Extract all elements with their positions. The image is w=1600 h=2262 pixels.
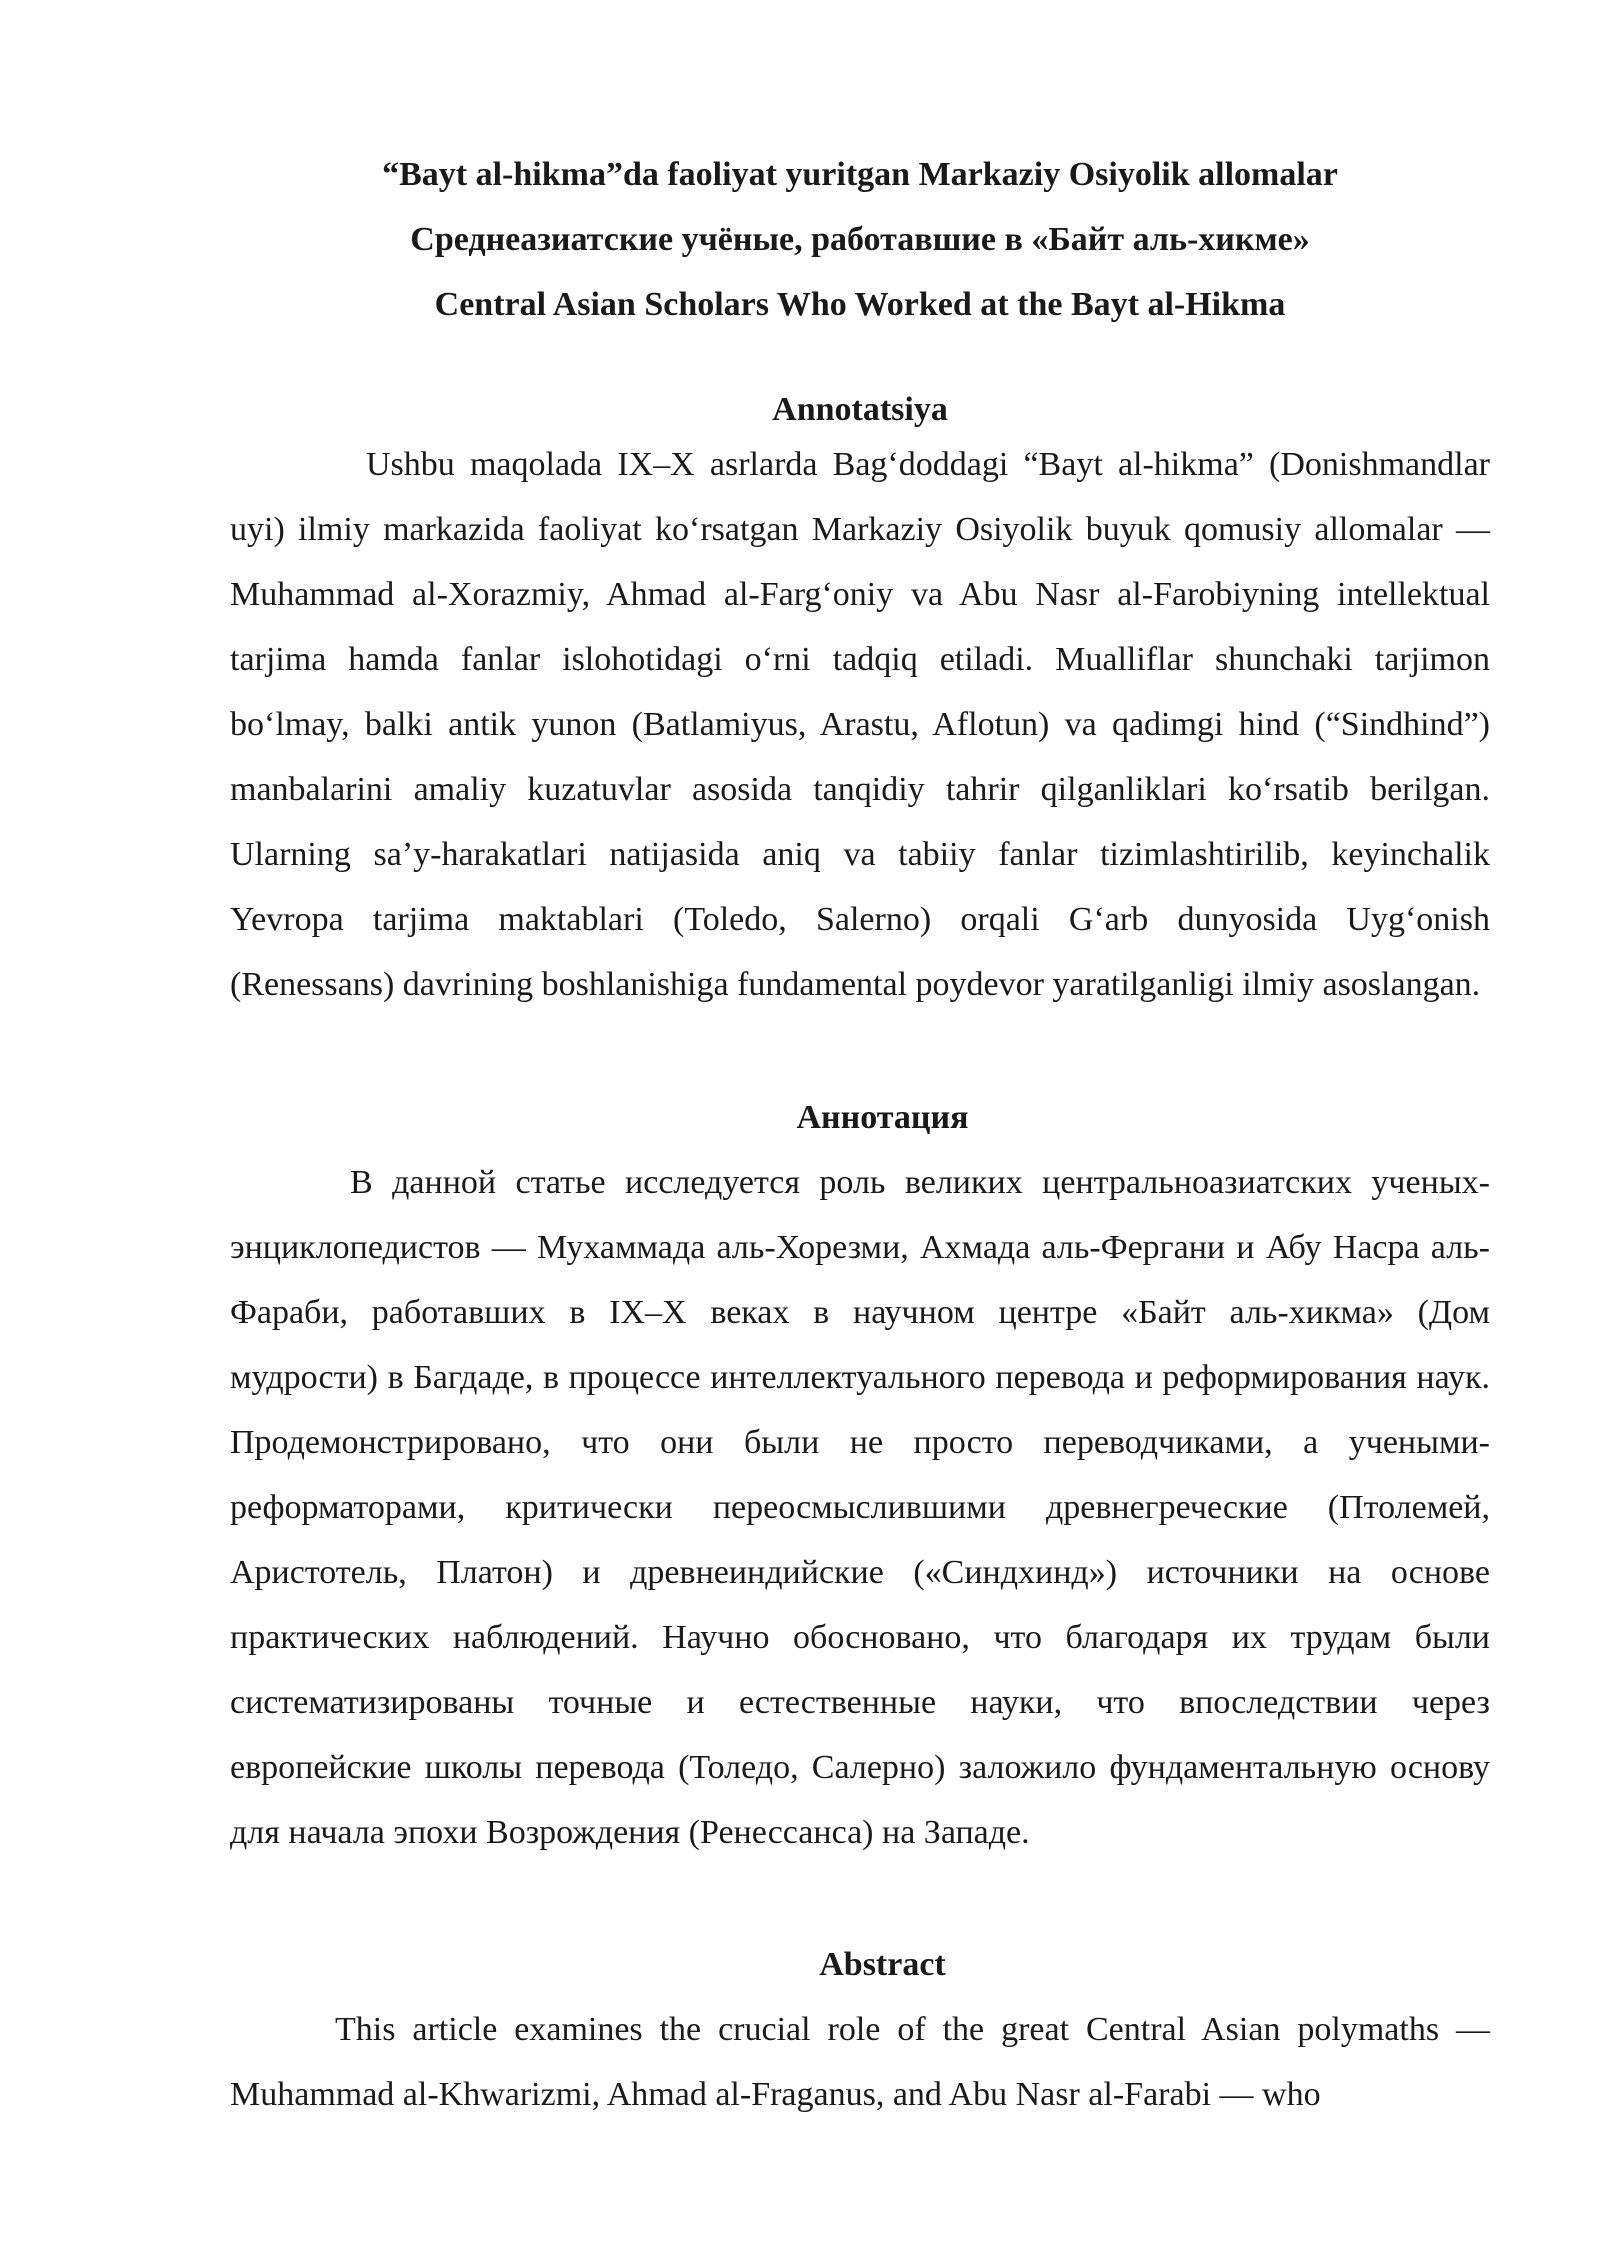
title-uzbek: “Bayt al-hikma”da faoliyat yuritgan Markaziy Osiyolik allomalar xyxy=(382,156,1338,193)
abstract-russian-text: В данной статье исследуется роль великих центральноазиатских ученых-энциклопедистов — Мухаммада аль-Хорезми, Ахмада аль-Фергани и Абу Насра аль-Фараби, работавших в IX–X веках в научном центре «Байт аль-хикма» (Дом мудрости) в Багдаде, в процессе интеллектуального перевода и реформирования наук. Продемонстрировано, что они были не просто переводчиками, а учеными-реформаторами, критически переосмыслившими древнегреческие (Птолемей, Аристотель, Платон) и древнеиндийские («Синдхинд») источники на основе практических наблюдений. Научно обосновано, что благодаря их трудам были систематизированы точные и естественные науки, что впоследствии через европейские школы перевода (Толедо, Салерно) заложило фундаментальную основу для начала эпохи Возрождения (Ренессанса) на Западе. xyxy=(230,1164,1490,1851)
title-english: Central Asian Scholars Who Worked at the Bayt al-Hikma xyxy=(434,286,1286,323)
abstract-uzbek xyxy=(230,388,1490,1017)
abstract-english-heading: Abstract xyxy=(819,1946,946,1983)
abstract-uzbek-text: Ushbu maqolada IX–X asrlarda Bag‘doddagi “Bayt al-hikma” (Donishmandlar uyi) ilmiy markazida faoliyat ko‘rsatgan Markaziy Osiyolik buyuk qomusiy allomalar — Muhammad al-Xorazmiy, Ahmad al-Farg‘oniy va Abu Nasr al-Farobiyning intellektual tarjima hamda fanlar islohotidagi o‘rni tadqiq etiladi. Mualliflar shunchaki tarjimon bo‘lmay, balki antik yunon (Batlamiyus, Arastu, Aflotun) va qadimgi hind (“Sindhind”) manbalarini amaliy kuzatuvlar asosida tanqidiy tahrir qilganliklari ko‘rsatib berilgan. Ularning sa’y-harakatlari natijasida aniq va tabiiy fanlar tizimlashtirilib, keyinchalik Yevropa tarjima maktablari (Toledo, Salerno) orqali G‘arb dunyosida Uyg‘onish (Renessans) davrining boshlanishiga fundamental poydevor yaratilganligi ilmiy asoslangan. xyxy=(230,446,1490,1003)
abstract-english-text: This article examines the crucial role of the great Central Asian polymaths — Muhammad al-Khwarizmi, Ahmad al-Fraganus, and Abu Nasr al-Farabi — who xyxy=(230,2011,1490,2113)
title-russian: Среднеазиатские учёные, работавшие в «Байт аль-хикме» xyxy=(410,221,1310,258)
title-block xyxy=(230,142,1490,337)
abstract-uzbek-heading: Annotatsiya xyxy=(772,391,948,428)
abstract-english xyxy=(230,1932,1490,2127)
abstract-russian xyxy=(230,1085,1490,1865)
abstract-russian-heading: Аннотация xyxy=(796,1099,969,1136)
